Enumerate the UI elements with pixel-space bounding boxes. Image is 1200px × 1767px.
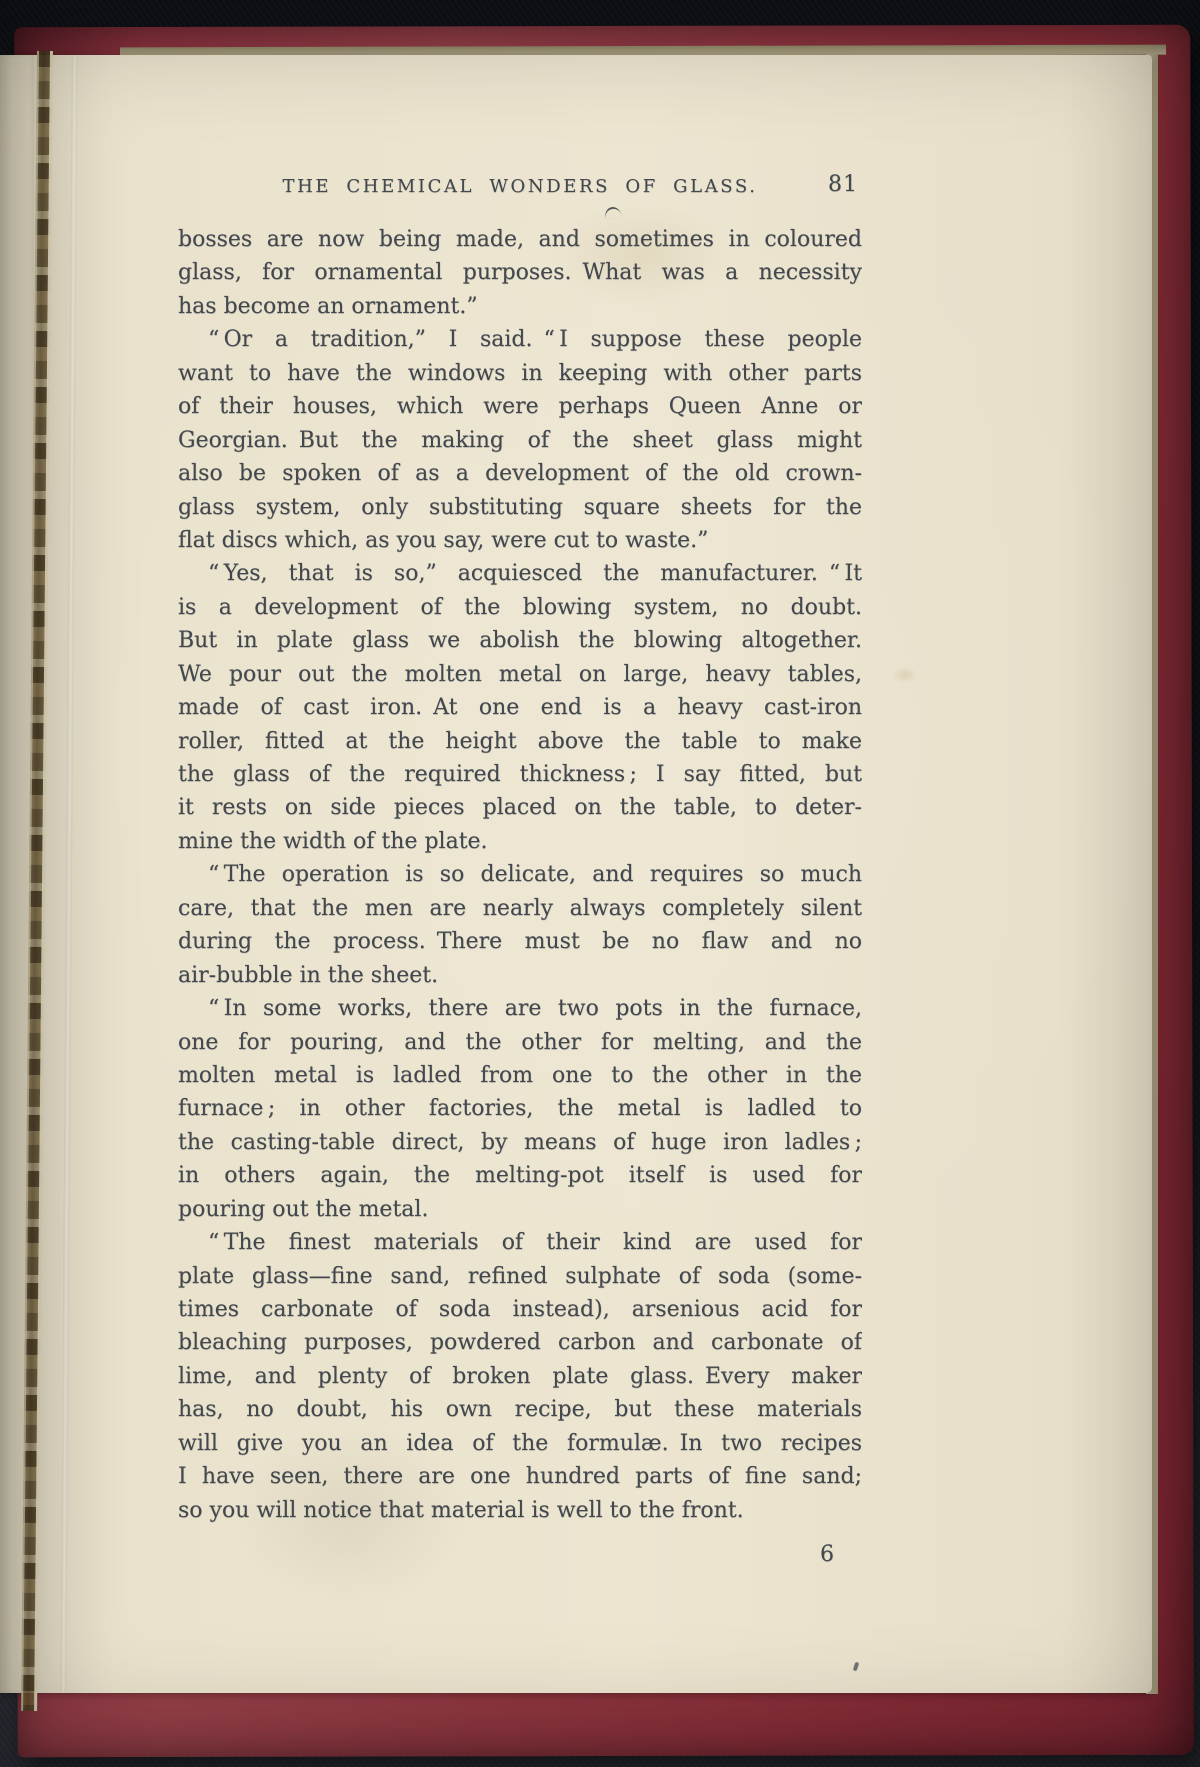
- text-line: plate glass—fine sand, refined sulphate of soda (some-: [178, 1263, 862, 1289]
- text-line: But in plate glass we abolish the blowing altogether.: [178, 628, 862, 654]
- text-line: also be spoken of as a development of the old crown-: [178, 461, 862, 487]
- text-line: in others again, the melting-pot itself is used for: [178, 1163, 862, 1189]
- text-line: molten metal is ladled from one to the other in the: [178, 1062, 862, 1088]
- text-line: want to have the windows in keeping with other parts: [178, 360, 862, 386]
- text-line: air-bubble in the sheet.: [178, 962, 439, 988]
- text-line: pouring out the metal.: [178, 1196, 429, 1222]
- gutter-crease: [60, 55, 77, 1693]
- signature-mark: 6: [820, 1542, 834, 1567]
- text-line: it rests on side pieces placed on the table, to deter-: [178, 795, 862, 821]
- text-line: has become an ornament.”: [178, 293, 478, 319]
- text-line: glass, for ornamental purposes. What was a necessity: [178, 260, 862, 286]
- text-line: the casting-table direct, by means of huge iron ladles ;: [178, 1129, 862, 1155]
- text-line: bleaching purposes, powdered carbon and carbonate of: [178, 1330, 862, 1356]
- text-line: so you will notice that material is well to the front.: [178, 1497, 744, 1523]
- text-line: will give you an idea of the formulæ. In two recipes: [178, 1430, 862, 1456]
- text-line: Georgian. But the making of the sheet glass might: [178, 427, 862, 453]
- text-line: “ The operation is so delicate, and requires so much: [208, 862, 862, 888]
- text-line: glass system, only substituting square sheets for the: [178, 494, 862, 520]
- page-number: 81: [828, 172, 858, 197]
- text-line: I have seen, there are one hundred parts of fine sand;: [178, 1464, 862, 1490]
- text-line: made of cast iron. At one end is a heavy cast-iron: [178, 695, 862, 721]
- text-line: lime, and plenty of broken plate glass. Every maker: [178, 1363, 862, 1389]
- text-line: “ In some works, there are two pots in the furnace,: [208, 996, 862, 1022]
- running-header: [178, 174, 862, 206]
- text-line: “ Yes, that is so,” acquiesced the manufacturer. “ It: [208, 561, 862, 587]
- running-header-title: THE CHEMICAL WONDERS OF GLASS.: [282, 176, 758, 197]
- ink-mark: [603, 205, 622, 220]
- text-line: flat discs which, as you say, were cut to waste.”: [178, 527, 709, 553]
- text-line: during the process. There must be no flaw and no: [178, 929, 862, 955]
- ink-speck: [853, 1662, 860, 1672]
- book-page: [0, 55, 1152, 1693]
- text-line: We pour out the molten metal on large, heavy tables,: [178, 661, 862, 687]
- text-line: of their houses, which were perhaps Queen Anne or: [178, 394, 862, 420]
- text-line: furnace ; in other factories, the metal is ladled to: [178, 1096, 862, 1122]
- text-line: mine the width of the plate.: [178, 828, 488, 854]
- text-line: times carbonate of soda instead), arsenious acid for: [178, 1297, 862, 1322]
- text-line: one for pouring, and the other for melting, and the: [178, 1029, 862, 1055]
- text-line: has, no doubt, his own recipe, but these materials: [178, 1397, 862, 1423]
- text-line: is a development of the blowing system, no doubt.: [178, 594, 862, 620]
- text-line: “ Or a tradition,” I said. “ I suppose these people: [208, 327, 862, 353]
- text-line: “ The finest materials of their kind are used for: [208, 1230, 862, 1256]
- text-line: bosses are now being made, and sometimes in coloured: [178, 227, 862, 252]
- text-block: [178, 223, 862, 1527]
- text-line: the glass of the required thickness ; I say fitted, but: [178, 762, 862, 787]
- text-line: roller, fitted at the height above the table to make: [178, 728, 862, 754]
- text-line: care, that the men are nearly always completely silent: [178, 895, 862, 921]
